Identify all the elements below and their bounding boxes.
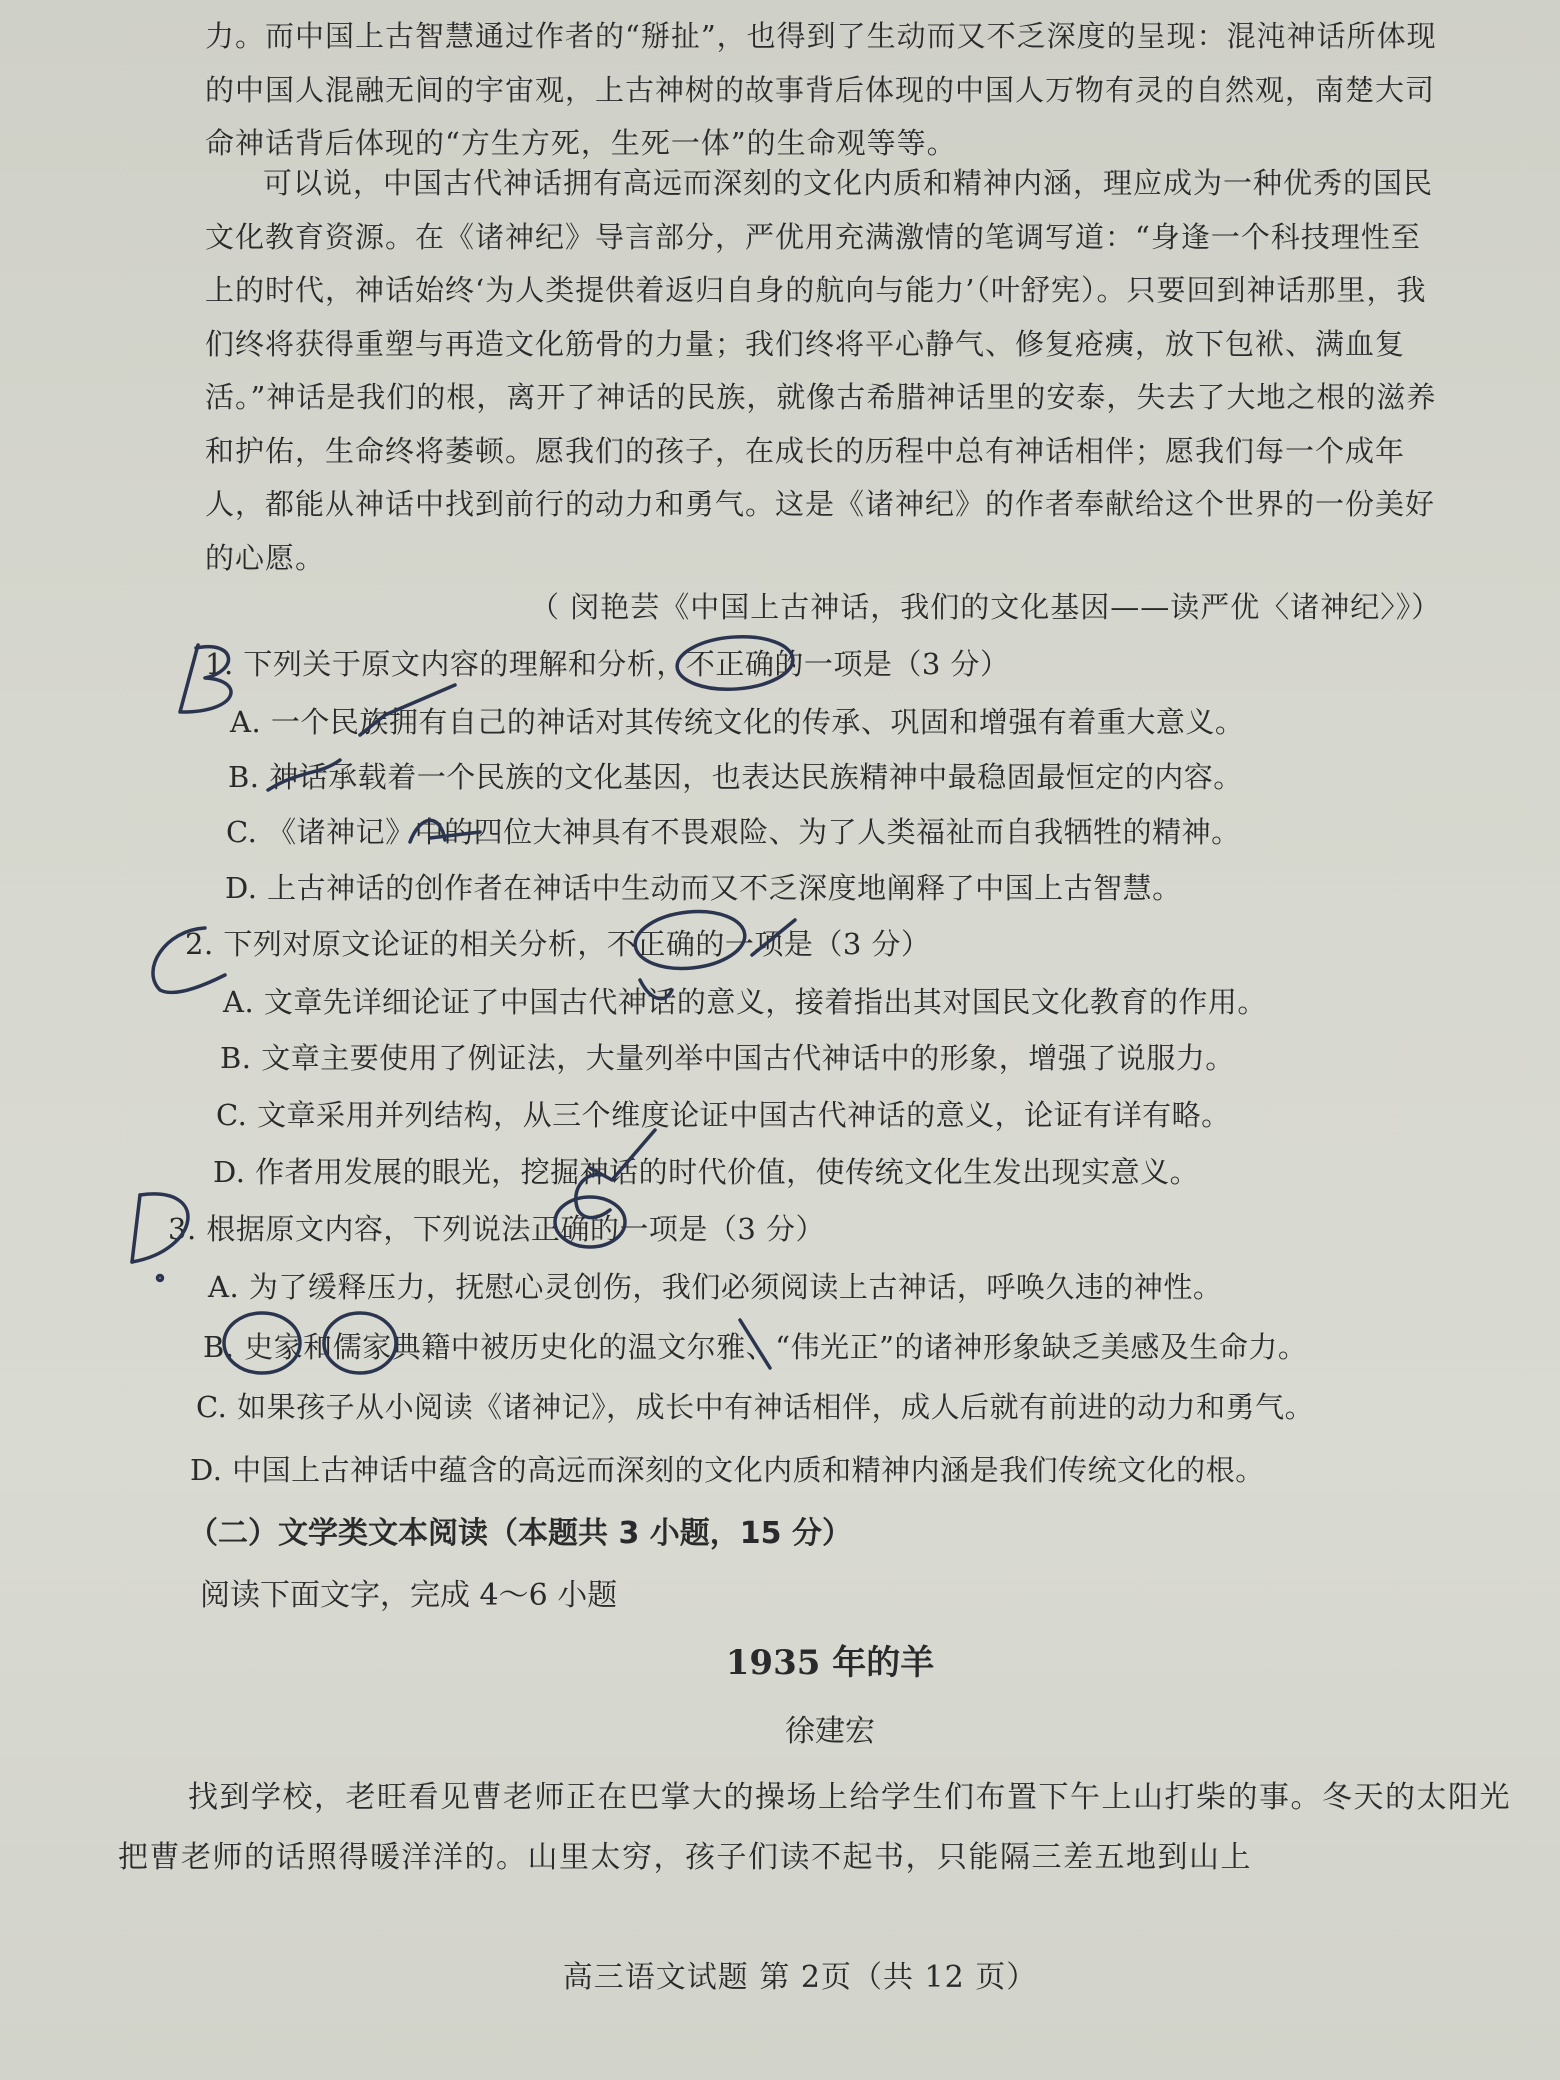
question-1-option-a: A. 一个民族拥有自己的神话对其传统文化的传承、巩固和增强有着重大意义。 — [230, 705, 1245, 739]
page-footer: 高三语文试题 第 2页（共 12 页） — [562, 1960, 1038, 1995]
question-2-stem: 2. 下列对原文论证的相关分析，不正确的一项是（3 分） — [185, 927, 931, 961]
story-author: 徐建宏 — [785, 1714, 875, 1749]
question-3-option-a: A. 为了缓释压力，抚慰心灵创伤，我们必须阅读上古神话，呼唤久违的神性。 — [208, 1270, 1223, 1304]
question-3-stem: 3. 根据原文内容，下列说法正确的一项是（3 分） — [168, 1212, 826, 1246]
story-title: 1935 年的羊 — [725, 1643, 935, 1683]
section-heading: （二）文学类文本阅读（本题共 3 小题，15 分） — [188, 1516, 852, 1551]
question-3-option-b: B. 史家和儒家典籍中被历史化的温文尔雅、“伟光正”的诸神形象缺乏美感及生命力。 — [203, 1330, 1308, 1364]
question-2-option-c: C. 文章采用并列结构，从三个维度论证中国古代神话的意义，论证有详有略。 — [216, 1098, 1231, 1132]
passage-paragraph: 可以说，中国古代神话拥有高远而深刻的文化内质和精神内涵，理应成为一种优秀的国民文化教育资源。在《诸神纪》导言部分，严优用充满激情的笔调写道：“身逢一个科技理性至上的时代，神话始终‘为人类提供着返归自身的航向与能力’（叶舒宪）。只要回到神话那里，我们终将获得重塑与再造文化筋骨的力量；我们终将平心静气、修复疮痍，放下包袱、满血复活。”神话是我们的根，离开了神话的民族，就像古希腊神话里的安泰，失去了大地之根的滋养和护佑，生命终将萎顿。愿我们的孩子，在成长的历程中总有神话相伴；愿我们每一个成年人，都能从神话中找到前行的动力和勇气。这是《诸神纪》的作者奉献给这个世界的一份美好的心愿。 — [205, 166, 1437, 575]
question-3-option-d: D. 中国上古神话中蕴含的高远而深刻的文化内质和精神内涵是我们传统文化的根。 — [190, 1453, 1265, 1487]
question-1-stem: 1. 下列关于原文内容的理解和分析，不正确的一项是（3 分） — [205, 647, 1010, 681]
question-1-option-d: D. 上古神话的创作者在神话中生动而又不乏深度地阐释了中国上古智慧。 — [225, 871, 1182, 905]
passage-paragraph: 力。而中国上古智慧通过作者的“掰扯”，也得到了生动而又不乏深度的呈现：混沌神话所体现的中国人混融无间的宇宙观，上古神树的故事背后体现的中国人万物有灵的自然观，南楚大司命神话背后体现的“方生方死，生死一体”的生命观等等。 — [205, 19, 1437, 160]
question-3-option-c: C. 如果孩子从小阅读《诸神记》，成长中有神话相伴，成人后就有前进的动力和勇气。 — [196, 1390, 1315, 1424]
passage-citation: （ 闵艳芸《中国上古神话，我们的文化基因——读严优〈诸神纪〉》） — [530, 590, 1442, 624]
section-instruction: 阅读下面文字，完成 4～6 小题 — [200, 1578, 618, 1613]
question-2-option-d: D. 作者用发展的眼光，挖掘神话的时代价值，使传统文化生发出现实意义。 — [213, 1155, 1200, 1189]
story-paragraph: 找到学校，老旺看见曹老师正在巴掌大的操场上给学生们布置下午上山打柴的事。冬天的太阳光把曹老师的话照得暖洋洋的。山里太穷，孩子们读不起书，只能隔三差五地到山上 — [118, 1780, 1511, 1875]
question-2-option-a: A. 文章先详细论证了中国古代神话的意义，接着指出其对国民文化教育的作用。 — [223, 985, 1267, 1019]
question-2-option-b: B. 文章主要使用了例证法，大量列举中国古代神话中的形象，增强了说服力。 — [220, 1041, 1235, 1075]
question-1-option-b: B. 神话承载着一个民族的文化基因，也表达民族精神中最稳固最恒定的内容。 — [228, 760, 1243, 794]
question-1-option-c: C. 《诸神记》中的四位大神具有不畏艰险、为了人类福祉而自我牺牲的精神。 — [226, 815, 1241, 849]
